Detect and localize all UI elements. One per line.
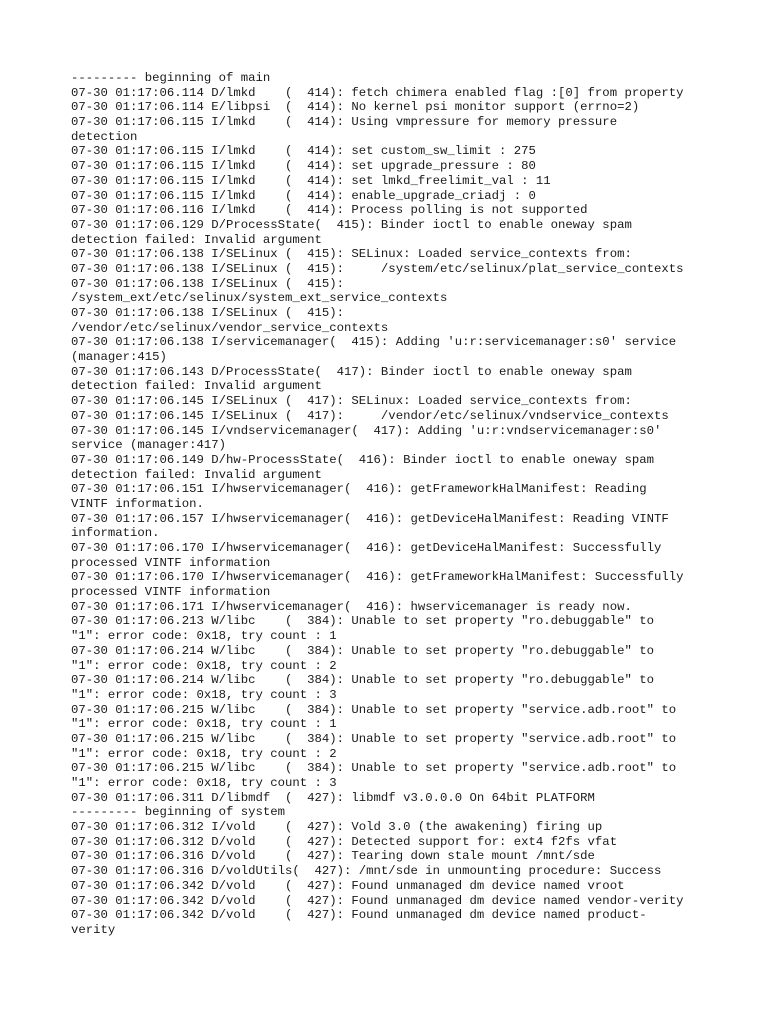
log-line: 07-30 01:17:06.115 I/lmkd ( 414): enable_upgrade_criadj : 0 [71, 188, 536, 203]
log-line: 07-30 01:17:06.157 I/hwservicemanager( 416): getDeviceHalManifest: Reading VINTF [71, 511, 669, 526]
log-line: 07-30 01:17:06.138 I/SELinux ( 415): [71, 276, 345, 291]
log-line: 07-30 01:17:06.115 I/lmkd ( 414): set custom_sw_limit : 275 [71, 144, 536, 159]
log-line: 07-30 01:17:06.311 D/libmdf ( 427): libmdf v3.0.0.0 On 64bit PLATFORM [71, 790, 595, 805]
log-line: 07-30 01:17:06.312 I/vold ( 427): Vold 3.0 (the awakening) firing up [71, 820, 603, 835]
log-line: 07-30 01:17:06.138 I/servicemanager( 415): Adding 'u:r:servicemanager:s0' service [71, 335, 677, 350]
log-line: "1": error code: 0x18, try count : 3 [71, 687, 337, 702]
log-line: 07-30 01:17:06.115 I/lmkd ( 414): Using vmpressure for memory pressure [71, 115, 618, 130]
log-line: information. [71, 526, 160, 541]
log-line: /vendor/etc/selinux/vendor_service_contexts [71, 320, 389, 335]
log-line: 07-30 01:17:06.316 D/voldUtils( 427): /mnt/sde in unmounting procedure: Success [71, 864, 662, 879]
log-line: processed VINTF information [71, 585, 271, 600]
log-line: 07-30 01:17:06.170 I/hwservicemanager( 416): getFrameworkHalManifest: Successfully [71, 570, 684, 585]
log-line: "1": error code: 0x18, try count : 2 [71, 746, 337, 761]
log-line: 07-30 01:17:06.138 I/SELinux ( 415): /system/etc/selinux/plat_service_contexts [71, 261, 684, 276]
log-line: detection failed: Invalid argument [71, 467, 322, 482]
log-line: 07-30 01:17:06.114 D/lmkd ( 414): fetch chimera enabled flag :[0] from property [71, 85, 684, 100]
log-line: 07-30 01:17:06.114 E/libpsi ( 414): No kernel psi monitor support (errno=2) [71, 100, 640, 115]
log-line: --------- beginning of main [71, 71, 271, 85]
log-line: 07-30 01:17:06.149 D/hw-ProcessState( 416): Binder ioctl to enable oneway spam [71, 452, 654, 467]
log-line: 07-30 01:17:06.342 D/vold ( 427): Found unmanaged dm device named vroot [71, 878, 625, 893]
log-line: 07-30 01:17:06.115 I/lmkd ( 414): set upgrade_pressure : 80 [71, 159, 536, 174]
log-line: 07-30 01:17:06.342 D/vold ( 427): Found unmanaged dm device named product- [71, 908, 647, 923]
log-line: 07-30 01:17:06.213 W/libc ( 384): Unable to set property "ro.debuggable" to [71, 614, 654, 629]
log-line: 07-30 01:17:06.115 I/lmkd ( 414): set lmkd_freelimit_val : 11 [71, 173, 551, 188]
log-line: (manager:415) [71, 350, 167, 365]
log-line: 07-30 01:17:06.215 W/libc ( 384): Unable to set property "service.adb.root" to [71, 761, 677, 776]
log-line: detection [71, 129, 138, 144]
log-line: 07-30 01:17:06.116 I/lmkd ( 414): Process polling is not supported [71, 203, 588, 218]
log-line: /system_ext/etc/selinux/system_ext_service_contexts [71, 291, 448, 306]
log-line: 07-30 01:17:06.143 D/ProcessState( 417): Binder ioctl to enable oneway spam [71, 364, 632, 379]
log-line: --------- beginning of system [71, 805, 286, 820]
log-line: VINTF information. [71, 496, 204, 511]
log-line: 07-30 01:17:06.214 W/libc ( 384): Unable to set property "ro.debuggable" to [71, 643, 654, 658]
log-line: detection failed: Invalid argument [71, 379, 322, 394]
log-output [71, 71, 711, 938]
log-line: 07-30 01:17:06.214 W/libc ( 384): Unable to set property "ro.debuggable" to [71, 673, 654, 688]
log-line: 07-30 01:17:06.145 I/SELinux ( 417): /vendor/etc/selinux/vndservice_contexts [71, 408, 669, 423]
log-line: "1": error code: 0x18, try count : 2 [71, 658, 337, 673]
log-line: "1": error code: 0x18, try count : 3 [71, 776, 337, 790]
log-line: verity [71, 922, 116, 937]
log-line: 07-30 01:17:06.171 I/hwservicemanager( 416): hwservicemanager is ready now. [71, 599, 632, 614]
log-line: "1": error code: 0x18, try count : 1 [71, 629, 337, 644]
log-line: 07-30 01:17:06.138 I/SELinux ( 415): SELinux: Loaded service_contexts from: [71, 247, 632, 262]
log-line: 07-30 01:17:06.170 I/hwservicemanager( 416): getDeviceHalManifest: Successfully [71, 541, 662, 555]
log-line: 07-30 01:17:06.215 W/libc ( 384): Unable to set property "service.adb.root" to [71, 731, 677, 746]
log-line: service (manager:417) [71, 438, 226, 453]
log-line: 07-30 01:17:06.342 D/vold ( 427): Found unmanaged dm device named vendor-verity [71, 893, 684, 908]
log-line: "1": error code: 0x18, try count : 1 [71, 717, 337, 732]
log-line: 07-30 01:17:06.312 D/vold ( 427): Detected support for: ext4 f2fs vfat [71, 834, 618, 849]
log-line: 07-30 01:17:06.215 W/libc ( 384): Unable to set property "service.adb.root" to [71, 702, 677, 717]
log-line: processed VINTF information [71, 555, 271, 570]
log-line: 07-30 01:17:06.145 I/vndservicemanager( 417): Adding 'u:r:vndservicemanager:s0' [71, 423, 662, 438]
log-line: 07-30 01:17:06.151 I/hwservicemanager( 416): getFrameworkHalManifest: Reading [71, 482, 647, 497]
log-line: 07-30 01:17:06.138 I/SELinux ( 415): [71, 306, 345, 320]
log-line: 07-30 01:17:06.129 D/ProcessState( 415): Binder ioctl to enable oneway spam [71, 217, 632, 232]
log-line: detection failed: Invalid argument [71, 232, 322, 247]
log-line: 07-30 01:17:06.316 D/vold ( 427): Tearing down stale mount /mnt/sde [71, 849, 595, 864]
log-line: 07-30 01:17:06.145 I/SELinux ( 417): SELinux: Loaded service_contexts from: [71, 394, 632, 409]
